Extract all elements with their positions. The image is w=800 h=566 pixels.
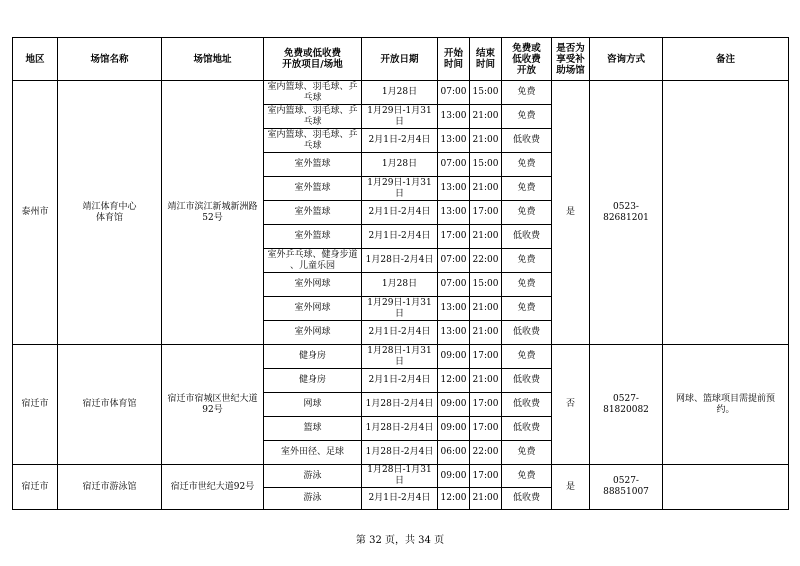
end-time-cell: 15:00 (470, 81, 502, 105)
project-cell: 室内篮球、羽毛球、乒 乓球 (264, 81, 362, 105)
project-cell: 篮球 (264, 417, 362, 441)
end-time-cell: 21:00 (470, 369, 502, 393)
open-date-cell: 2月1日-2月4日 (362, 129, 438, 153)
open-date-cell: 2月1日-2月4日 (362, 225, 438, 249)
remark-cell (663, 81, 789, 345)
start-time-cell: 07:00 (438, 273, 470, 297)
project-cell: 室外篮球 (264, 201, 362, 225)
column-header: 咨询方式 (590, 38, 663, 81)
venue-name-cell: 宿迁市游泳馆 (58, 465, 162, 510)
column-header: 结束 时间 (470, 38, 502, 81)
end-time-cell: 21:00 (470, 488, 502, 510)
end-time-cell: 22:00 (470, 249, 502, 273)
fee-type-cell: 低收费 (502, 393, 552, 417)
project-cell: 健身房 (264, 345, 362, 369)
end-time-cell: 22:00 (470, 441, 502, 465)
start-time-cell: 13:00 (438, 105, 470, 129)
venue-address-cell: 宿迁市宿城区世纪大道 92号 (162, 345, 264, 465)
end-time-cell: 17:00 (470, 201, 502, 225)
project-cell: 室外乒乓球、健身步道 、儿童乐园 (264, 249, 362, 273)
fee-type-cell: 免费 (502, 105, 552, 129)
fee-type-cell: 免费 (502, 81, 552, 105)
project-cell: 室外网球 (264, 273, 362, 297)
open-date-cell: 2月1日-2月4日 (362, 201, 438, 225)
column-header: 开放日期 (362, 38, 438, 81)
fee-type-cell: 免费 (502, 345, 552, 369)
page-footer: 第 32 页，共 34 页 (355, 535, 445, 546)
table-row (13, 345, 789, 369)
region-cell: 宿迁市 (13, 345, 58, 465)
column-header: 免费或 低收费 开放 (502, 38, 552, 81)
fee-type-cell: 低收费 (502, 225, 552, 249)
open-date-cell: 1月29日-1月31日 (362, 105, 438, 129)
project-cell: 室内篮球、羽毛球、乒 乓球 (264, 105, 362, 129)
open-date-cell: 1月28日 (362, 81, 438, 105)
fee-type-cell: 低收费 (502, 129, 552, 153)
project-cell: 室外网球 (264, 297, 362, 321)
start-time-cell: 09:00 (438, 345, 470, 369)
remark-cell (663, 465, 789, 510)
end-time-cell: 21:00 (470, 297, 502, 321)
project-cell: 游泳 (264, 488, 362, 510)
subsidy-cell: 是 (552, 81, 590, 345)
open-date-cell: 1月28日 (362, 273, 438, 297)
end-time-cell: 17:00 (470, 345, 502, 369)
end-time-cell: 21:00 (470, 177, 502, 201)
start-time-cell: 07:00 (438, 153, 470, 177)
fee-type-cell: 免费 (502, 177, 552, 201)
start-time-cell: 17:00 (438, 225, 470, 249)
end-time-cell: 17:00 (470, 417, 502, 441)
open-date-cell: 1月28日-2月4日 (362, 249, 438, 273)
subsidy-cell: 否 (552, 345, 590, 465)
end-time-cell: 15:00 (470, 153, 502, 177)
open-date-cell: 2月1日-2月4日 (362, 488, 438, 510)
open-date-cell: 1月29日-1月31日 (362, 297, 438, 321)
column-header: 免费或低收费 开放项目/场地 (264, 38, 362, 81)
column-header: 场馆地址 (162, 38, 264, 81)
open-date-cell: 1月28日-2月4日 (362, 441, 438, 465)
open-date-cell: 1月28日-1月31日 (362, 345, 438, 369)
region-cell: 宿迁市 (13, 465, 58, 510)
table-row (13, 81, 789, 105)
start-time-cell: 13:00 (438, 321, 470, 345)
project-cell: 室外田径、足球 (264, 441, 362, 465)
subsidy-cell: 是 (552, 465, 590, 510)
venue-address-cell: 宿迁市世纪大道92号 (162, 465, 264, 510)
open-date-cell: 1月28日-1月31日 (362, 465, 438, 488)
project-cell: 健身房 (264, 369, 362, 393)
fee-type-cell: 免费 (502, 153, 552, 177)
fee-type-cell: 免费 (502, 273, 552, 297)
end-time-cell: 17:00 (470, 465, 502, 488)
start-time-cell: 13:00 (438, 201, 470, 225)
end-time-cell: 21:00 (470, 321, 502, 345)
venue-name-cell: 靖江体育中心 体育馆 (58, 81, 162, 345)
fee-type-cell: 免费 (502, 249, 552, 273)
end-time-cell: 15:00 (470, 273, 502, 297)
fee-type-cell: 免费 (502, 201, 552, 225)
end-time-cell: 21:00 (470, 225, 502, 249)
start-time-cell: 13:00 (438, 177, 470, 201)
fee-type-cell: 低收费 (502, 488, 552, 510)
open-date-cell: 1月28日-2月4日 (362, 393, 438, 417)
fee-type-cell: 低收费 (502, 417, 552, 441)
venue-name-cell: 宿迁市体育馆 (58, 345, 162, 465)
fee-type-cell: 低收费 (502, 369, 552, 393)
venue-address-cell: 靖江市滨江新城新洲路 52号 (162, 81, 264, 345)
end-time-cell: 17:00 (470, 393, 502, 417)
start-time-cell: 07:00 (438, 81, 470, 105)
open-date-cell: 1月28日-2月4日 (362, 417, 438, 441)
open-date-cell: 1月29日-1月31日 (362, 177, 438, 201)
project-cell: 室外篮球 (264, 153, 362, 177)
open-date-cell: 1月28日 (362, 153, 438, 177)
start-time-cell: 13:00 (438, 129, 470, 153)
column-header: 开始 时间 (438, 38, 470, 81)
project-cell: 游泳 (264, 465, 362, 488)
start-time-cell: 13:00 (438, 297, 470, 321)
column-header: 地区 (13, 38, 58, 81)
start-time-cell: 07:00 (438, 249, 470, 273)
remark-cell: 网球、篮球项目需提前预 约。 (663, 345, 789, 465)
contact-cell: 0527-81820082 (590, 345, 663, 465)
project-cell: 室内篮球、羽毛球、乒 乓球 (264, 129, 362, 153)
start-time-cell: 12:00 (438, 488, 470, 510)
start-time-cell: 09:00 (438, 393, 470, 417)
end-time-cell: 21:00 (470, 105, 502, 129)
column-header: 场馆名称 (58, 38, 162, 81)
project-cell: 网球 (264, 393, 362, 417)
table-row (13, 465, 789, 488)
region-cell: 泰州市 (13, 81, 58, 345)
open-date-cell: 2月1日-2月4日 (362, 369, 438, 393)
end-time-cell: 21:00 (470, 129, 502, 153)
open-date-cell: 2月1日-2月4日 (362, 321, 438, 345)
start-time-cell: 06:00 (438, 441, 470, 465)
project-cell: 室外篮球 (264, 225, 362, 249)
column-header: 是否为 享受补 助场馆 (552, 38, 590, 81)
fee-type-cell: 低收费 (502, 321, 552, 345)
venue-table (12, 37, 789, 510)
fee-type-cell: 免费 (502, 441, 552, 465)
start-time-cell: 12:00 (438, 369, 470, 393)
column-header: 备注 (663, 38, 789, 81)
project-cell: 室外网球 (264, 321, 362, 345)
contact-cell: 0523-82681201 (590, 81, 663, 345)
contact-cell: 0527-88851007 (590, 465, 663, 510)
project-cell: 室外篮球 (264, 177, 362, 201)
fee-type-cell: 免费 (502, 297, 552, 321)
start-time-cell: 09:00 (438, 465, 470, 488)
start-time-cell: 09:00 (438, 417, 470, 441)
table-header-row (13, 38, 789, 81)
fee-type-cell: 免费 (502, 465, 552, 488)
